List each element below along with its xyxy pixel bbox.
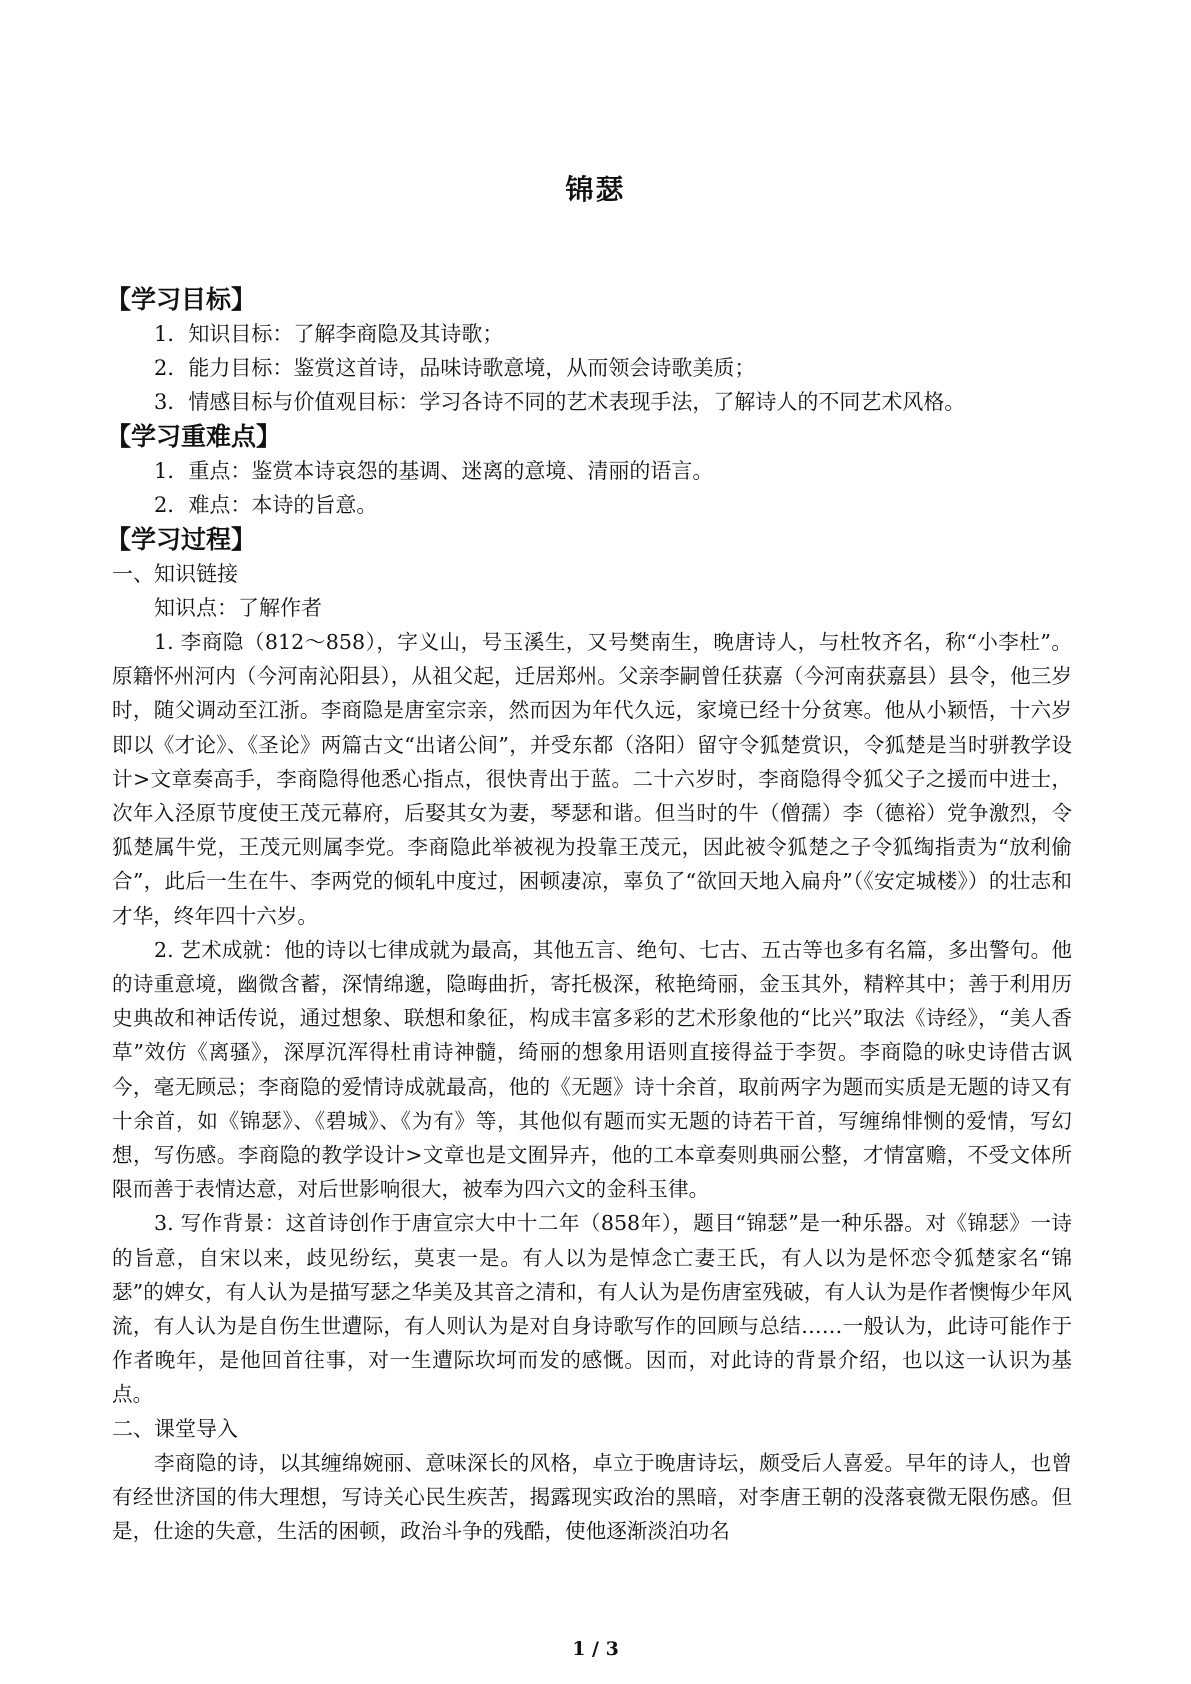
objective-item: 2．能力目标：鉴赏这首诗，品味诗歌意境，从而领会诗歌美质； <box>154 356 756 380</box>
document-title: 锦瑟 <box>565 173 626 206</box>
paragraph-artistic-achievement: 2. 艺术成就：他的诗以七律成就为最高，其他五言、绝句、七古、五古等也多有名篇，多出警句。他的诗重意境，幽微含蓄，深情绵邈，隐晦曲折，寄托极深，秾艳绮丽，金玉其外，精粹其中；善于利用历史典故和神话传说，通过想象、联想和象征，构成丰富多彩的艺术形象他的“比兴”取法《诗经》，“美人香草”效仿《离骚》，深厚沉浑得杜甫诗神髓，绮丽的想象用语则直接得益于李贺。李商隐的咏史诗借古讽今，毫无顾忌；李商隐的爱情诗成就最高，他的《无题》诗十余首，取前两字为题而实质是无题的诗又有十余首，如《锦瑟》、《碧城》、《为有》等，其他似有题而实无题的诗若干首，写缠绵悱恻的爱情，写幻想，写伤感。李商隐的教学设计>文章也是文囿异卉，他的工本章奏则典丽公整，才情富赡，不受文体所限而善于表情达意，对后世影响很大，被奉为四六文的金科玉律。 <box>112 937 1072 1202</box>
paragraph-class-intro: 李商隐的诗，以其缠绵婉丽、意味深长的风格，卓立于晚唐诗坛，颇受后人喜爱。早年的诗人，也曾有经世济国的伟大理想，写诗关心民生疾苦，揭露现实政治的黑暗，对李唐王朝的没落衰微无限伤感。但是，仕途的失意，生活的困顿，政治斗争的残酷，使他逐渐淡泊功名 <box>112 1450 1072 1544</box>
section-heading-objectives: 【学习目标】 <box>106 285 257 314</box>
document-body <box>106 282 1072 1548</box>
section-heading-keypoints: 【学习重难点】 <box>106 422 282 451</box>
objective-item: 1．知识目标：了解李商隐及其诗歌； <box>154 322 504 346</box>
section-heading-process: 【学习过程】 <box>106 525 257 554</box>
knowledge-point-label: 知识点：了解作者 <box>154 596 322 620</box>
page-number: 1 / 3 <box>572 1638 619 1660</box>
subsection-heading-knowledge: 一、知识链接 <box>112 562 238 586</box>
subsection-heading-intro: 二、课堂导入 <box>112 1416 238 1441</box>
keypoint-item: 1．重点：鉴赏本诗哀怨的基调、迷离的意境、清丽的语言。 <box>154 459 714 483</box>
objective-item: 3．情感目标与价值观目标：学习各诗不同的艺术表现手法，了解诗人的不同艺术风格。 <box>154 390 966 414</box>
paragraph-author-bio: 1. 李商隐（812～858），字义山，号玉溪生，又号樊南生，晚唐诗人，与杜牧齐名，称“小李杜”。原籍怀州河内（今河南沁阳县），从祖父起，迁居郑州。父亲李嗣曾任获嘉（今河南获嘉县）县令，他三岁时，随父调动至江浙。李商隐是唐室宗亲，然而因为年代久远，家境已经十分贫寒。他从小颖悟，十六岁即以《才论》、《圣论》两篇古文“出诸公间”，并受东都（洛阳）留守令狐楚赏识，令狐楚是当时骈教学设计>文章奏高手，李商隐得他悉心指点，很快青出于蓝。二十六岁时，李商隐得令狐父子之援而中进士，次年入泾原节度使王茂元幕府，后娶其女为妻，琴瑟和谐。但当时的牛（僧孺）李（德裕）党争激烈，令狐楚属牛党，王茂元则属李党。李商隐此举被视为投靠王茂元，因此被令狐楚之子令狐绹指责为“放利偷合”，此后一生在牛、李两党的倾轧中度过，困顿凄凉，辜负了“欲回天地入扁舟”（《安定城楼》）的壮志和才华，终年四十六岁。 <box>112 630 1072 928</box>
keypoint-item: 2．难点：本诗的旨意。 <box>154 493 378 517</box>
paragraph-writing-background: 3. 写作背景：这首诗创作于唐宣宗大中十二年（858年），题目“锦瑟”是一种乐器。对《锦瑟》一诗的旨意，自宋以来，歧见纷纭，莫衷一是。有人以为是悼念亡妻王氏，有人以为是怀恋令狐楚家名“锦瑟”的婢女，有人认为是描写瑟之华美及其音之清和，有人认为是伤唐室残破，有人认为是作者懊悔少年风流，有人认为是自伤生世遭际，有人则认为是对自身诗歌写作的回顾与总结……一般认为，此诗可能作于作者晚年，是他回首往事，对一生遭际坎坷而发的感慨。因而，对此诗的背景介绍，也以这一认识为基点。 <box>112 1211 1072 1407</box>
